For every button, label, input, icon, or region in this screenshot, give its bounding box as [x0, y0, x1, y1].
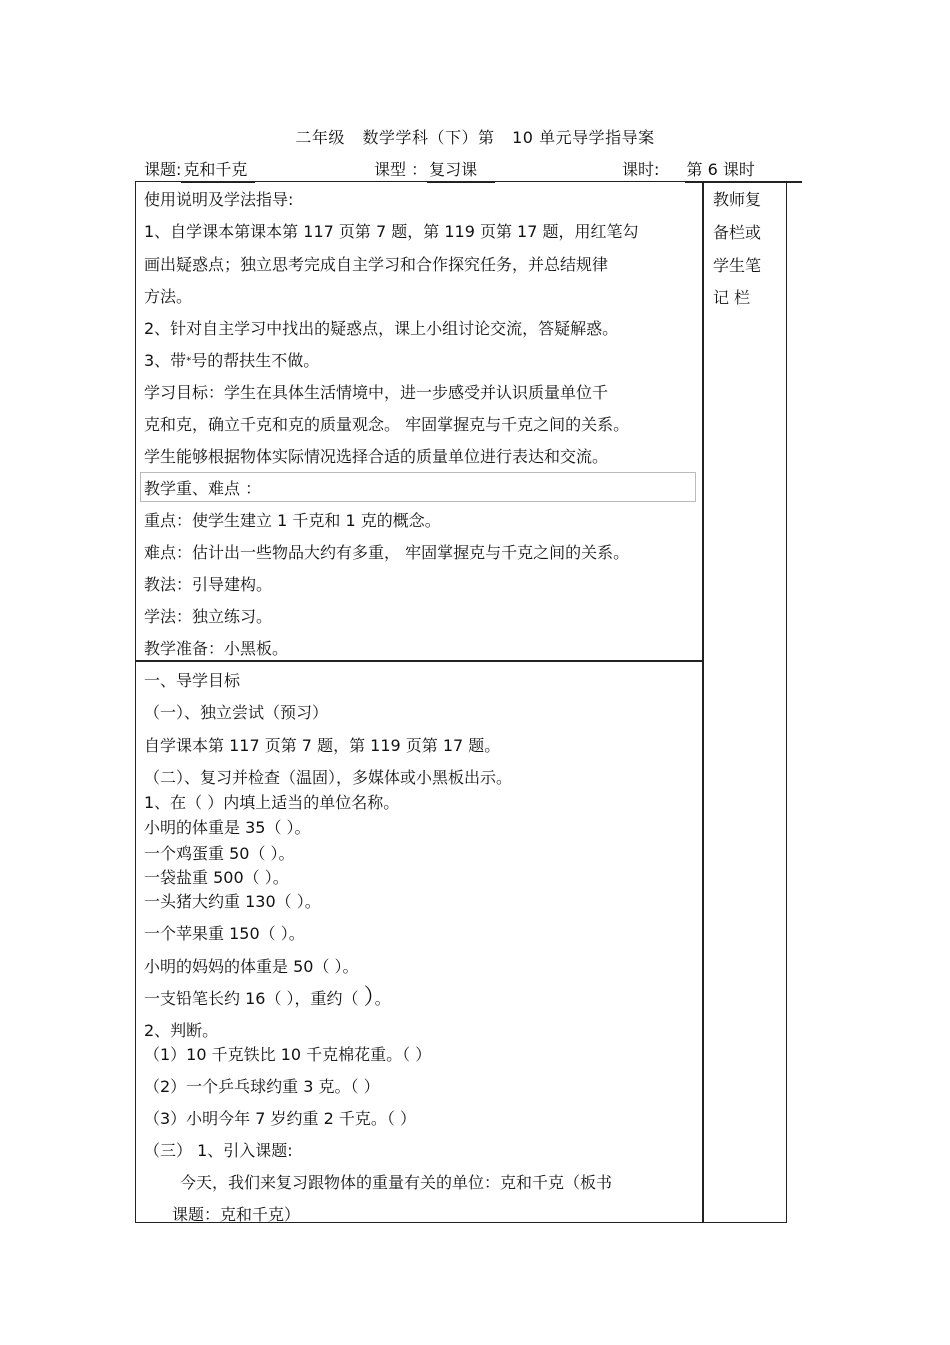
s1-line-8: 克和克，确立千克和克的质量观念。 牢固掌握克与千克之间的关系。 — [144, 415, 630, 434]
title-unit: 10 单元导学指导案 — [512, 128, 655, 147]
s1-difficulty: 难点：估计出一些物品大约有多重， 牢固掌握克与千克之间的关系。 — [144, 543, 630, 562]
s2-judge-2: （2）一个乒乓球约重 3 克。（ ） — [144, 1077, 380, 1096]
s1-learning-method: 学法：独立练习。 — [144, 607, 273, 626]
side-note-1: 教师复 — [713, 190, 762, 209]
s1-line-4: 方法。 — [144, 287, 193, 306]
topic-value: 克和千克 — [181, 157, 255, 183]
s2-judge-heading: 2、判断。 — [144, 1021, 219, 1040]
period-label: 课时: — [622, 160, 660, 179]
s2-judge-3: （3）小明今年 7 岁约重 2 千克。（ ） — [144, 1109, 416, 1128]
s1-line-6 — [144, 351, 319, 372]
topic-label: 课题: — [144, 160, 182, 179]
s2-fill-2: 一个鸡蛋重 50（ ）。 — [144, 844, 295, 863]
s2-intro-line-1: 今天，我们来复习跟物体的重量有关的单位：克和千克（板书 — [180, 1173, 613, 1192]
meta-topic — [144, 157, 255, 183]
s1-teaching-method: 教法：引导建构。 — [144, 575, 273, 594]
s2-fill-7-end: 。 — [374, 989, 391, 1008]
s2-sub-3: （三） 1、引入课题: — [144, 1141, 293, 1160]
s1-line-5: 2、针对自主学习中找出的疑惑点，课上小组讨论交流，答疑解惑。 — [144, 319, 619, 338]
s2-fill-heading: 1、在（ ）内填上适当的单位名称。 — [144, 793, 400, 812]
title-grade: 二年级 — [295, 128, 345, 147]
s2-intro-line-2: 课题：克和千克） — [172, 1205, 301, 1224]
s2-sub-1: （一）、独立尝试（预习） — [144, 703, 329, 722]
type-value: 复习课 — [427, 157, 495, 183]
document-title — [0, 125, 950, 148]
s1-preparation: 教学准备：小黑板。 — [144, 639, 289, 658]
star-mark: * — [186, 355, 192, 367]
s1-key-points-heading: 教学重、难点 ： — [144, 479, 262, 498]
s1-line-2: 1、自学课本第课本第 117 页第 7 题，第 119 页第 17 题，用红笔勾 — [144, 222, 639, 241]
s1-line-6a: 3、带 — [144, 351, 187, 370]
s2-judge-1: （1）10 千克铁比 10 千克棉花重。（ ） — [144, 1045, 432, 1064]
s1-focus: 重点：使学生建立 1 千克和 1 克的概念。 — [144, 511, 441, 530]
s2-fill-6: 小明的妈妈的体重是 50（ ）。 — [144, 957, 359, 976]
s1-instructions-heading: 使用说明及学法指导: — [144, 190, 294, 209]
side-note-3: 学生笔 — [713, 256, 762, 275]
s2-fill-7a: 一支铅笔长约 16（ ），重约（ — [144, 989, 364, 1008]
s1-objectives: 学习目标：学生在具体生活情境中，进一步感受并认识质量单位千 — [144, 383, 609, 402]
meta-type — [374, 157, 495, 183]
s2-fill-5: 一个苹果重 150（ ）。 — [144, 924, 305, 943]
s1-line-3: 画出疑惑点；独立思考完成自主学习和合作探究任务，并总结规律 — [144, 255, 609, 274]
header-rule-extension — [702, 181, 802, 183]
s2-line-3: 自学课本第 117 页第 7 题，第 119 页第 17 题。 — [144, 736, 501, 755]
row-divider — [135, 660, 702, 662]
type-label: 课型 ： — [374, 160, 428, 179]
s2-fill-7 — [144, 985, 391, 1010]
period-value: 第 6 课时 — [685, 157, 789, 183]
s2-fill-3: 一袋盐重 500（ ）。 — [144, 868, 289, 887]
title-subject: 数学学科（下）第 — [362, 128, 495, 147]
side-note-2: 备栏或 — [713, 223, 762, 242]
s1-line-6b: 号的帮扶生不做。 — [191, 351, 320, 370]
side-note-4: 记 栏 — [713, 288, 751, 307]
s2-heading: 一、导学目标 — [144, 671, 241, 690]
s1-line-9: 学生能够根据物体实际情况选择合适的质量单位进行表达和交流。 — [144, 447, 609, 466]
s2-sub-2: （二）、复习并检查（温固），多媒体或小黑板出示。 — [144, 768, 513, 787]
meta-period — [622, 157, 789, 183]
s2-fill-4: 一头猪大约重 130（ ）。 — [144, 892, 321, 911]
column-divider — [702, 181, 704, 1223]
s2-fill-1: 小明的体重是 35（ ）。 — [144, 818, 311, 837]
s2-fill-7-paren: ） — [363, 985, 375, 1010]
